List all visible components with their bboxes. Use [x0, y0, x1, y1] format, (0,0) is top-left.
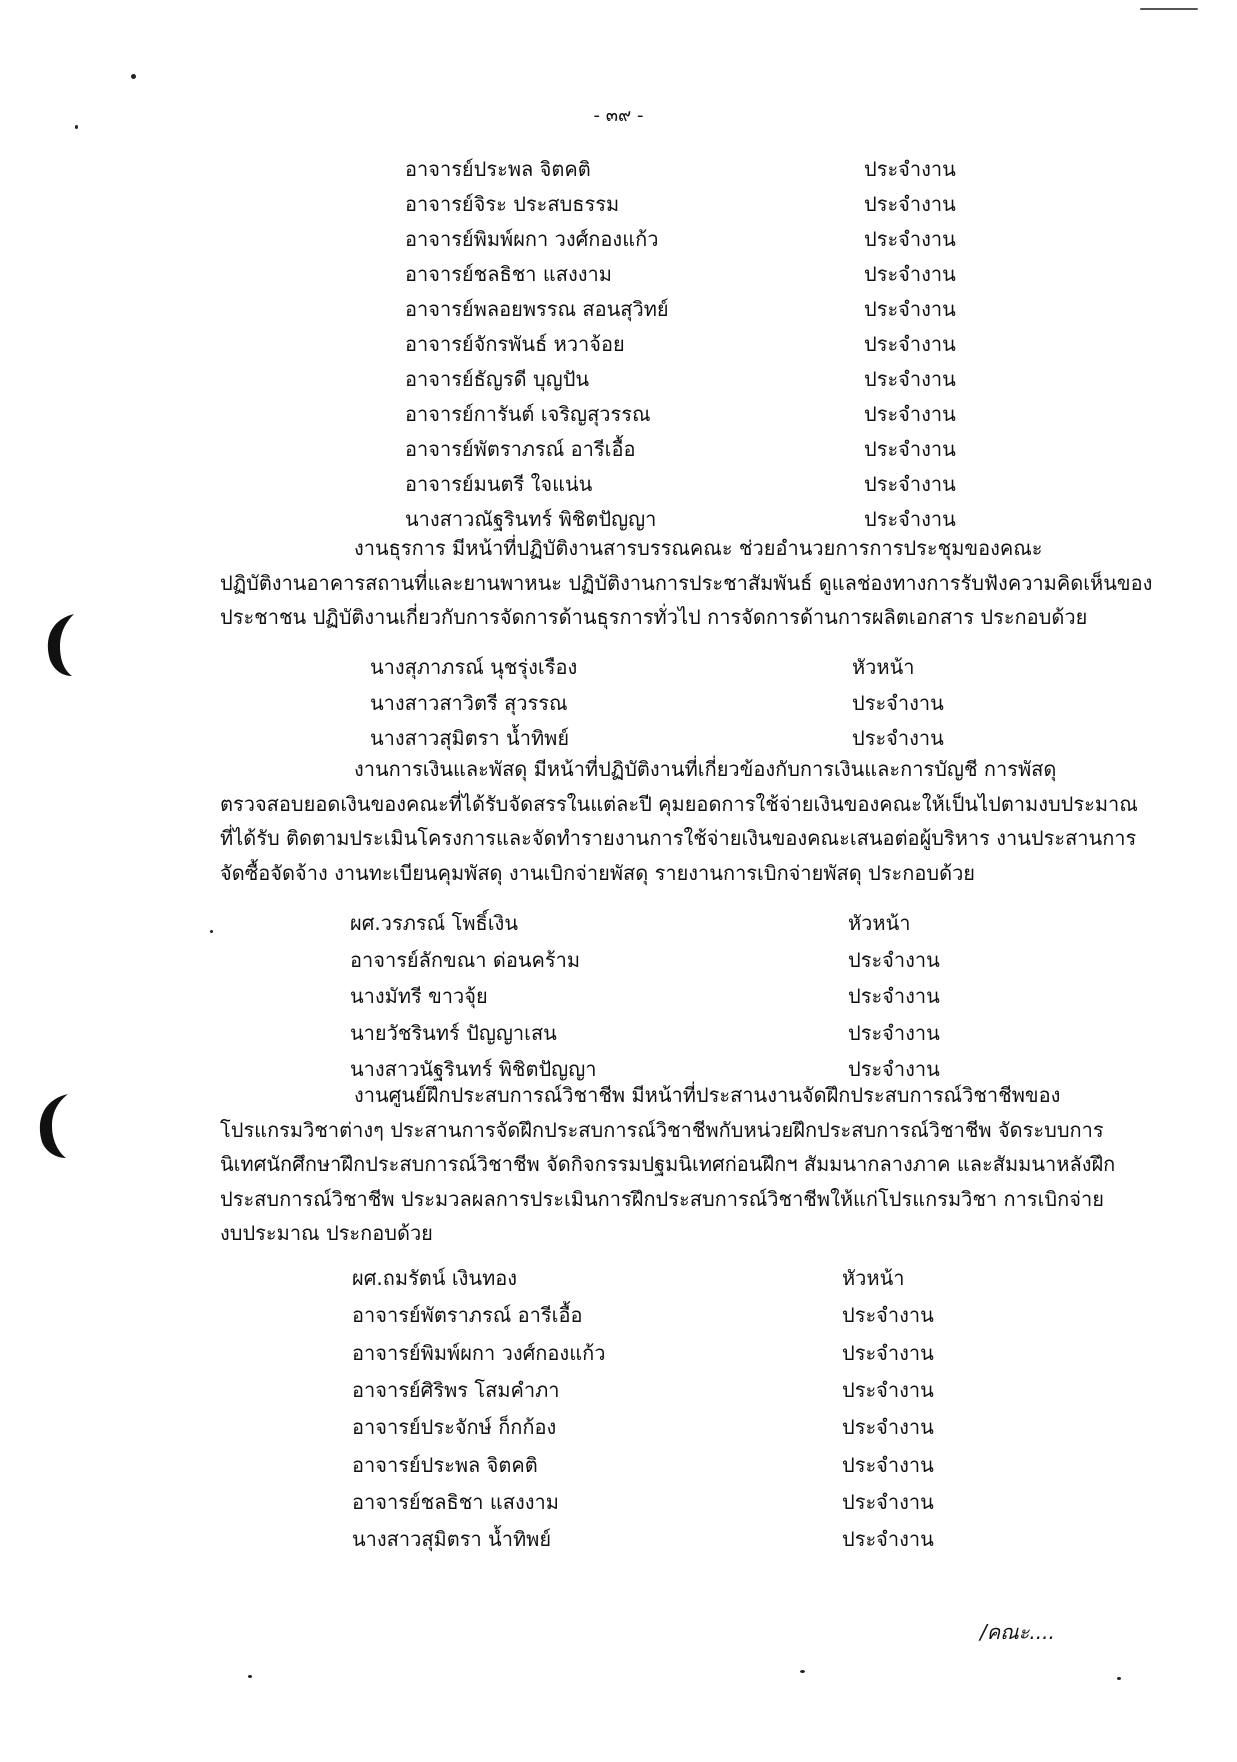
- paragraph-line: ตรวจสอบยอดเงินของคณะที่ได้รับจัดสรรในแต่ละปี คุมยอดการใช้จ่ายเงินของคณะให้เป็นไปตามงบประมาณ: [220, 791, 1138, 816]
- section-description: [220, 531, 1153, 635]
- member-name: นางสาวสุมิตรา น้ำทิพย์: [370, 726, 570, 750]
- paragraph-line: ประชาชน ปฏิบัติงานเกี่ยวกับการจัดการด้านธุรการทั่วไป การจัดการด้านการผลิตเอกสาร ประกอบด้วย: [220, 605, 1088, 629]
- paragraph-line: ปฏิบัติงานอาคารสถานที่และยานพาหนะ ปฏิบัติงานการประชาสัมพันธ์ ดูแลช่องทางการรับฟังความคิดเห็นของ: [220, 570, 1153, 595]
- paragraph-line: จัดซื้อจัดจ้าง งานทะเบียนคุมพัสดุ งานเบิกจ่ายพัสดุ รายงานการเบิกจ่ายพัสดุ ประกอบด้วย: [220, 860, 976, 885]
- section-description: [220, 752, 1138, 890]
- member-role: ประจำงาน: [864, 297, 956, 321]
- member-role: ประจำงาน: [864, 402, 956, 426]
- member-role: หัวหน้า: [842, 1266, 905, 1290]
- member-name: อาจารย์ประพล จิตคติ: [352, 1452, 538, 1477]
- member-role: ประจำงาน: [842, 1303, 934, 1328]
- member-role: ประจำงาน: [864, 332, 956, 356]
- member-role: ประจำงาน: [864, 262, 956, 286]
- member-role: ประจำงาน: [864, 367, 956, 391]
- member-name: อาจารย์ประพล จิตคติ: [405, 157, 591, 181]
- member-role: ประจำงาน: [848, 1057, 940, 1081]
- scan-dot: [248, 1675, 252, 1678]
- paragraph-line: งบประมาณ ประกอบด้วย: [220, 1221, 433, 1245]
- member-name: นายวัชรินทร์ ปัญญาเสน: [350, 1020, 557, 1045]
- scan-line: [1140, 8, 1198, 10]
- member-role: ประจำงาน: [848, 984, 940, 1008]
- member-role: หัวหน้า: [852, 655, 915, 679]
- paragraph-line: งานธุรการ มีหน้าที่ปฏิบัติงานสารบรรณคณะ ช่วยอำนวยการการประชุมของคณะ: [354, 536, 1043, 560]
- member-name: อาจารย์พลอยพรรณ สอนสุวิทย์: [405, 297, 669, 321]
- paragraph-line: ที่ได้รับ ติดตามประเมินโครงการและจัดทำรายงานการใช้จ่ายเงินของคณะเสนอต่อผู้บริหาร งานประสานการ: [220, 826, 1137, 850]
- member-role: ประจำงาน: [864, 507, 956, 531]
- member-role: ประจำงาน: [848, 947, 940, 972]
- paragraph-line: งานศูนย์ฝึกประสบการณ์วิชาชีพ มีหน้าที่ประสานงานจัดฝึกประสบการณ์วิชาชีพของ: [354, 1083, 1061, 1107]
- member-name: อาจารย์ศิริพร โสมคำภา: [352, 1377, 560, 1402]
- member-role: ประจำงาน: [842, 1415, 934, 1440]
- member-name: นางสาวสาวิตรี สุวรรณ: [370, 690, 568, 715]
- paragraph-line: งานการเงินและพัสดุ มีหน้าที่ปฏิบัติงานที่เกี่ยวข้องกับการเงินและการบัญชี การพัสดุ: [354, 757, 1057, 781]
- member-name: อาจารย์พิมพ์ผกา วงศ์กองแก้ว: [352, 1340, 606, 1365]
- member-role: ประจำงาน: [848, 1020, 940, 1045]
- member-name: อาจารย์พัตราภรณ์ อารีเอื้อ: [405, 437, 636, 461]
- member-name: อาจารย์ลักขณา ด่อนคร้าม: [350, 947, 581, 972]
- member-role: ประจำงาน: [864, 227, 956, 251]
- member-name: นางสุภาภรณ์ นุชรุ่งเรือง: [370, 655, 578, 679]
- section-description: [220, 1078, 1120, 1251]
- page-number: - ๓๙ -: [593, 105, 644, 126]
- member-name: อาจารย์ชลธิชา แสงงาม: [352, 1489, 559, 1514]
- member-role: ประจำงาน: [842, 1340, 934, 1365]
- paragraph-line: โปรแกรมวิชาต่างๆ ประสานการจัดฝึกประสบการณ์วิชาชีพกับหน่วยฝึกประสบการณ์วิชาชีพ จัดระบบการ: [220, 1117, 1104, 1142]
- member-role: หัวหน้า: [848, 911, 911, 935]
- scan-dot: [1117, 1677, 1121, 1680]
- member-role: ประจำงาน: [864, 472, 956, 496]
- member-name: อาจารย์พิมพ์ผกา วงศ์กองแก้ว: [405, 227, 659, 251]
- member-name: อาจารย์พัตราภรณ์ อารีเอื้อ: [352, 1303, 583, 1328]
- member-name: นางสาวนัฐรินทร์ พิชิตปัญญา: [350, 1057, 597, 1081]
- member-name: ผศ.วรภรณ์ โพธิ์เงิน: [350, 911, 518, 935]
- paragraph-line: ประสบการณ์วิชาชีพ ประมวลผลการประเมินการฝึกประสบการณ์วิชาชีพให้แก่โปรแกรมวิชา การเบิกจ่าย: [220, 1186, 1104, 1211]
- member-name: นางสาวณัฐรินทร์ พิชิตปัญญา: [405, 507, 657, 531]
- member-name: อาจารย์ธัญรดี บุญปัน: [405, 367, 590, 391]
- member-name: อาจารย์ประจักษ์ ก็กก้อง: [352, 1415, 557, 1440]
- member-name: นางสาวสุมิตรา น้ำทิพย์: [352, 1527, 552, 1552]
- member-role: ประจำงาน: [842, 1489, 934, 1514]
- member-role: ประจำงาน: [852, 690, 944, 715]
- punch-hole-mark: [30, 1090, 74, 1162]
- member-name: อาจารย์จักรพันธ์ หวาจ้อย: [405, 332, 625, 356]
- member-role: ประจำงาน: [842, 1377, 934, 1402]
- member-name: นางมัทรี ขาวจุ้ย: [350, 984, 488, 1008]
- scan-dot: [800, 1670, 805, 1673]
- member-role: ประจำงาน: [864, 437, 956, 461]
- member-role: ประจำงาน: [864, 192, 956, 216]
- member-role: ประจำงาน: [864, 157, 956, 181]
- scan-dot: [210, 930, 213, 933]
- punch-hole-mark: [40, 610, 80, 680]
- member-role: ประจำงาน: [852, 726, 944, 750]
- member-role: ประจำงาน: [842, 1452, 934, 1477]
- paragraph-line: นิเทศนักศึกษาฝึกประสบการณ์วิชาชีพ จัดกิจกรรมปฐมนิเทศก่อนฝึกฯ สัมมนากลางภาค และสัมมนาหลังฝึก: [220, 1152, 1116, 1176]
- member-name: ผศ.ถมรัตน์ เงินทอง: [352, 1266, 518, 1290]
- member-role: ประจำงาน: [842, 1527, 934, 1552]
- continuation-text: /คณะ....: [980, 1620, 1055, 1644]
- scan-dot: [75, 125, 78, 129]
- member-name: อาจารย์มนตรี ใจแน่น: [405, 472, 593, 496]
- member-name: อาจารย์การันต์ เจริญสุวรรณ: [405, 402, 651, 426]
- member-name: อาจารย์จิระ ประสบธรรม: [405, 192, 620, 216]
- member-name: อาจารย์ชลธิชา แสงงาม: [405, 262, 612, 286]
- scan-dot: [131, 74, 136, 79]
